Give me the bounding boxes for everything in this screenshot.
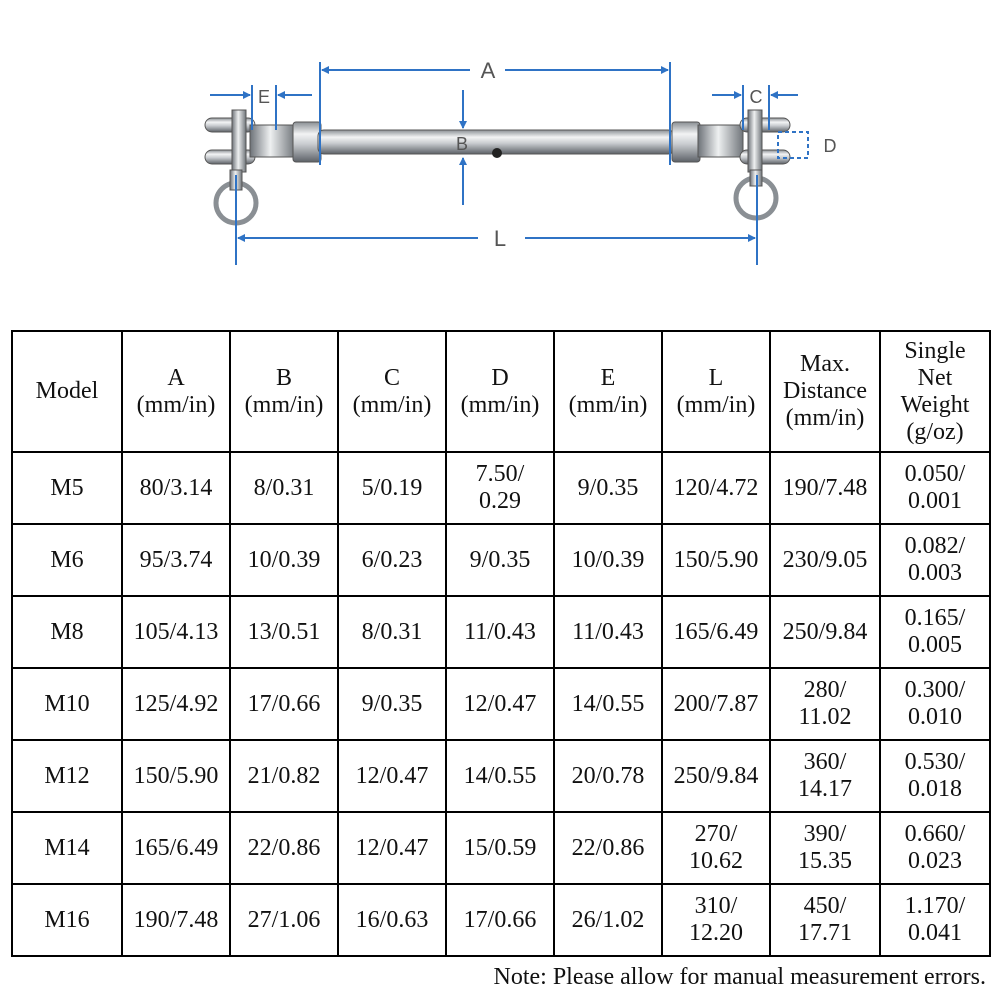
cell-a: 125/4.92	[122, 668, 230, 740]
cell-a: 95/3.74	[122, 524, 230, 596]
cell-e: 9/0.35	[554, 452, 662, 524]
table-row	[12, 524, 990, 596]
cell-d: 15/0.59	[446, 812, 554, 884]
table-row	[12, 884, 990, 956]
cell-model: M8	[12, 596, 122, 668]
cell-c: 9/0.35	[338, 668, 446, 740]
cell-l: 165/6.49	[662, 596, 770, 668]
cell-a: 150/5.90	[122, 740, 230, 812]
cell-weight: 1.170/ 0.041	[880, 884, 990, 956]
cell-max-distance: 360/ 14.17	[770, 740, 880, 812]
cell-b: 21/0.82	[230, 740, 338, 812]
cell-c: 12/0.47	[338, 740, 446, 812]
header-b: B (mm/in)	[230, 331, 338, 452]
cell-a: 165/6.49	[122, 812, 230, 884]
cell-e: 20/0.78	[554, 740, 662, 812]
header-model: Model	[12, 331, 122, 452]
table-row	[12, 452, 990, 524]
measurement-note: Note: Please allow for manual measurement errors.	[493, 964, 986, 990]
cell-max-distance: 450/ 17.71	[770, 884, 880, 956]
cell-d: 11/0.43	[446, 596, 554, 668]
cell-a: 105/4.13	[122, 596, 230, 668]
cell-l: 250/9.84	[662, 740, 770, 812]
header-d: D (mm/in)	[446, 331, 554, 452]
dimension-b	[456, 90, 468, 205]
cell-model: M12	[12, 740, 122, 812]
dimension-e-label: E	[257, 87, 271, 107]
cell-weight: 0.050/ 0.001	[880, 452, 990, 524]
header-e: E (mm/in)	[554, 331, 662, 452]
cell-l: 270/ 10.62	[662, 812, 770, 884]
cell-model: M10	[12, 668, 122, 740]
cell-b: 8/0.31	[230, 452, 338, 524]
cell-model: M6	[12, 524, 122, 596]
cell-d: 9/0.35	[446, 524, 554, 596]
turnbuckle-illustration	[205, 110, 790, 223]
cell-b: 17/0.66	[230, 668, 338, 740]
table-body	[12, 452, 990, 956]
table-row	[12, 596, 990, 668]
table-header-row	[12, 331, 990, 452]
cell-b: 13/0.51	[230, 596, 338, 668]
dimension-c-label: C	[749, 87, 763, 107]
cell-l: 200/7.87	[662, 668, 770, 740]
turnbuckle-dimension-diagram	[0, 0, 1000, 300]
cell-e: 14/0.55	[554, 668, 662, 740]
cell-model: M14	[12, 812, 122, 884]
cell-max-distance: 280/ 11.02	[770, 668, 880, 740]
cell-weight: 0.530/ 0.018	[880, 740, 990, 812]
cell-max-distance: 230/9.05	[770, 524, 880, 596]
cell-max-distance: 250/9.84	[770, 596, 880, 668]
cell-weight: 0.165/ 0.005	[880, 596, 990, 668]
cell-c: 8/0.31	[338, 596, 446, 668]
dimension-b-label: B	[455, 134, 469, 154]
cell-model: M16	[12, 884, 122, 956]
dimension-d-label: D	[823, 136, 837, 156]
header-a: A (mm/in)	[122, 331, 230, 452]
cell-b: 27/1.06	[230, 884, 338, 956]
header-weight: Single Net Weight (g/oz)	[880, 331, 990, 452]
cell-e: 26/1.02	[554, 884, 662, 956]
cell-weight: 0.300/ 0.010	[880, 668, 990, 740]
cell-b: 10/0.39	[230, 524, 338, 596]
dimension-l-label: L	[493, 226, 507, 251]
table-row	[12, 740, 990, 812]
cell-b: 22/0.86	[230, 812, 338, 884]
dimension-l	[236, 175, 757, 265]
cell-d: 17/0.66	[446, 884, 554, 956]
cell-weight: 0.660/ 0.023	[880, 812, 990, 884]
table-row	[12, 812, 990, 884]
dimension-a-label: A	[480, 58, 496, 83]
cell-c: 12/0.47	[338, 812, 446, 884]
cell-l: 150/5.90	[662, 524, 770, 596]
cell-e: 22/0.86	[554, 812, 662, 884]
header-max-distance: Max. Distance (mm/in)	[770, 331, 880, 452]
header-c: C (mm/in)	[338, 331, 446, 452]
cell-a: 190/7.48	[122, 884, 230, 956]
cell-model: M5	[12, 452, 122, 524]
table-row	[12, 668, 990, 740]
cell-d: 12/0.47	[446, 668, 554, 740]
header-l: L (mm/in)	[662, 331, 770, 452]
cell-l: 310/ 12.20	[662, 884, 770, 956]
cell-l: 120/4.72	[662, 452, 770, 524]
cell-c: 16/0.63	[338, 884, 446, 956]
cell-e: 10/0.39	[554, 524, 662, 596]
cell-c: 5/0.19	[338, 452, 446, 524]
cell-c: 6/0.23	[338, 524, 446, 596]
cell-d: 14/0.55	[446, 740, 554, 812]
cell-d: 7.50/ 0.29	[446, 452, 554, 524]
cell-weight: 0.082/ 0.003	[880, 524, 990, 596]
cell-max-distance: 390/ 15.35	[770, 812, 880, 884]
specification-table	[11, 330, 991, 957]
cell-a: 80/3.14	[122, 452, 230, 524]
cell-e: 11/0.43	[554, 596, 662, 668]
cell-max-distance: 190/7.48	[770, 452, 880, 524]
